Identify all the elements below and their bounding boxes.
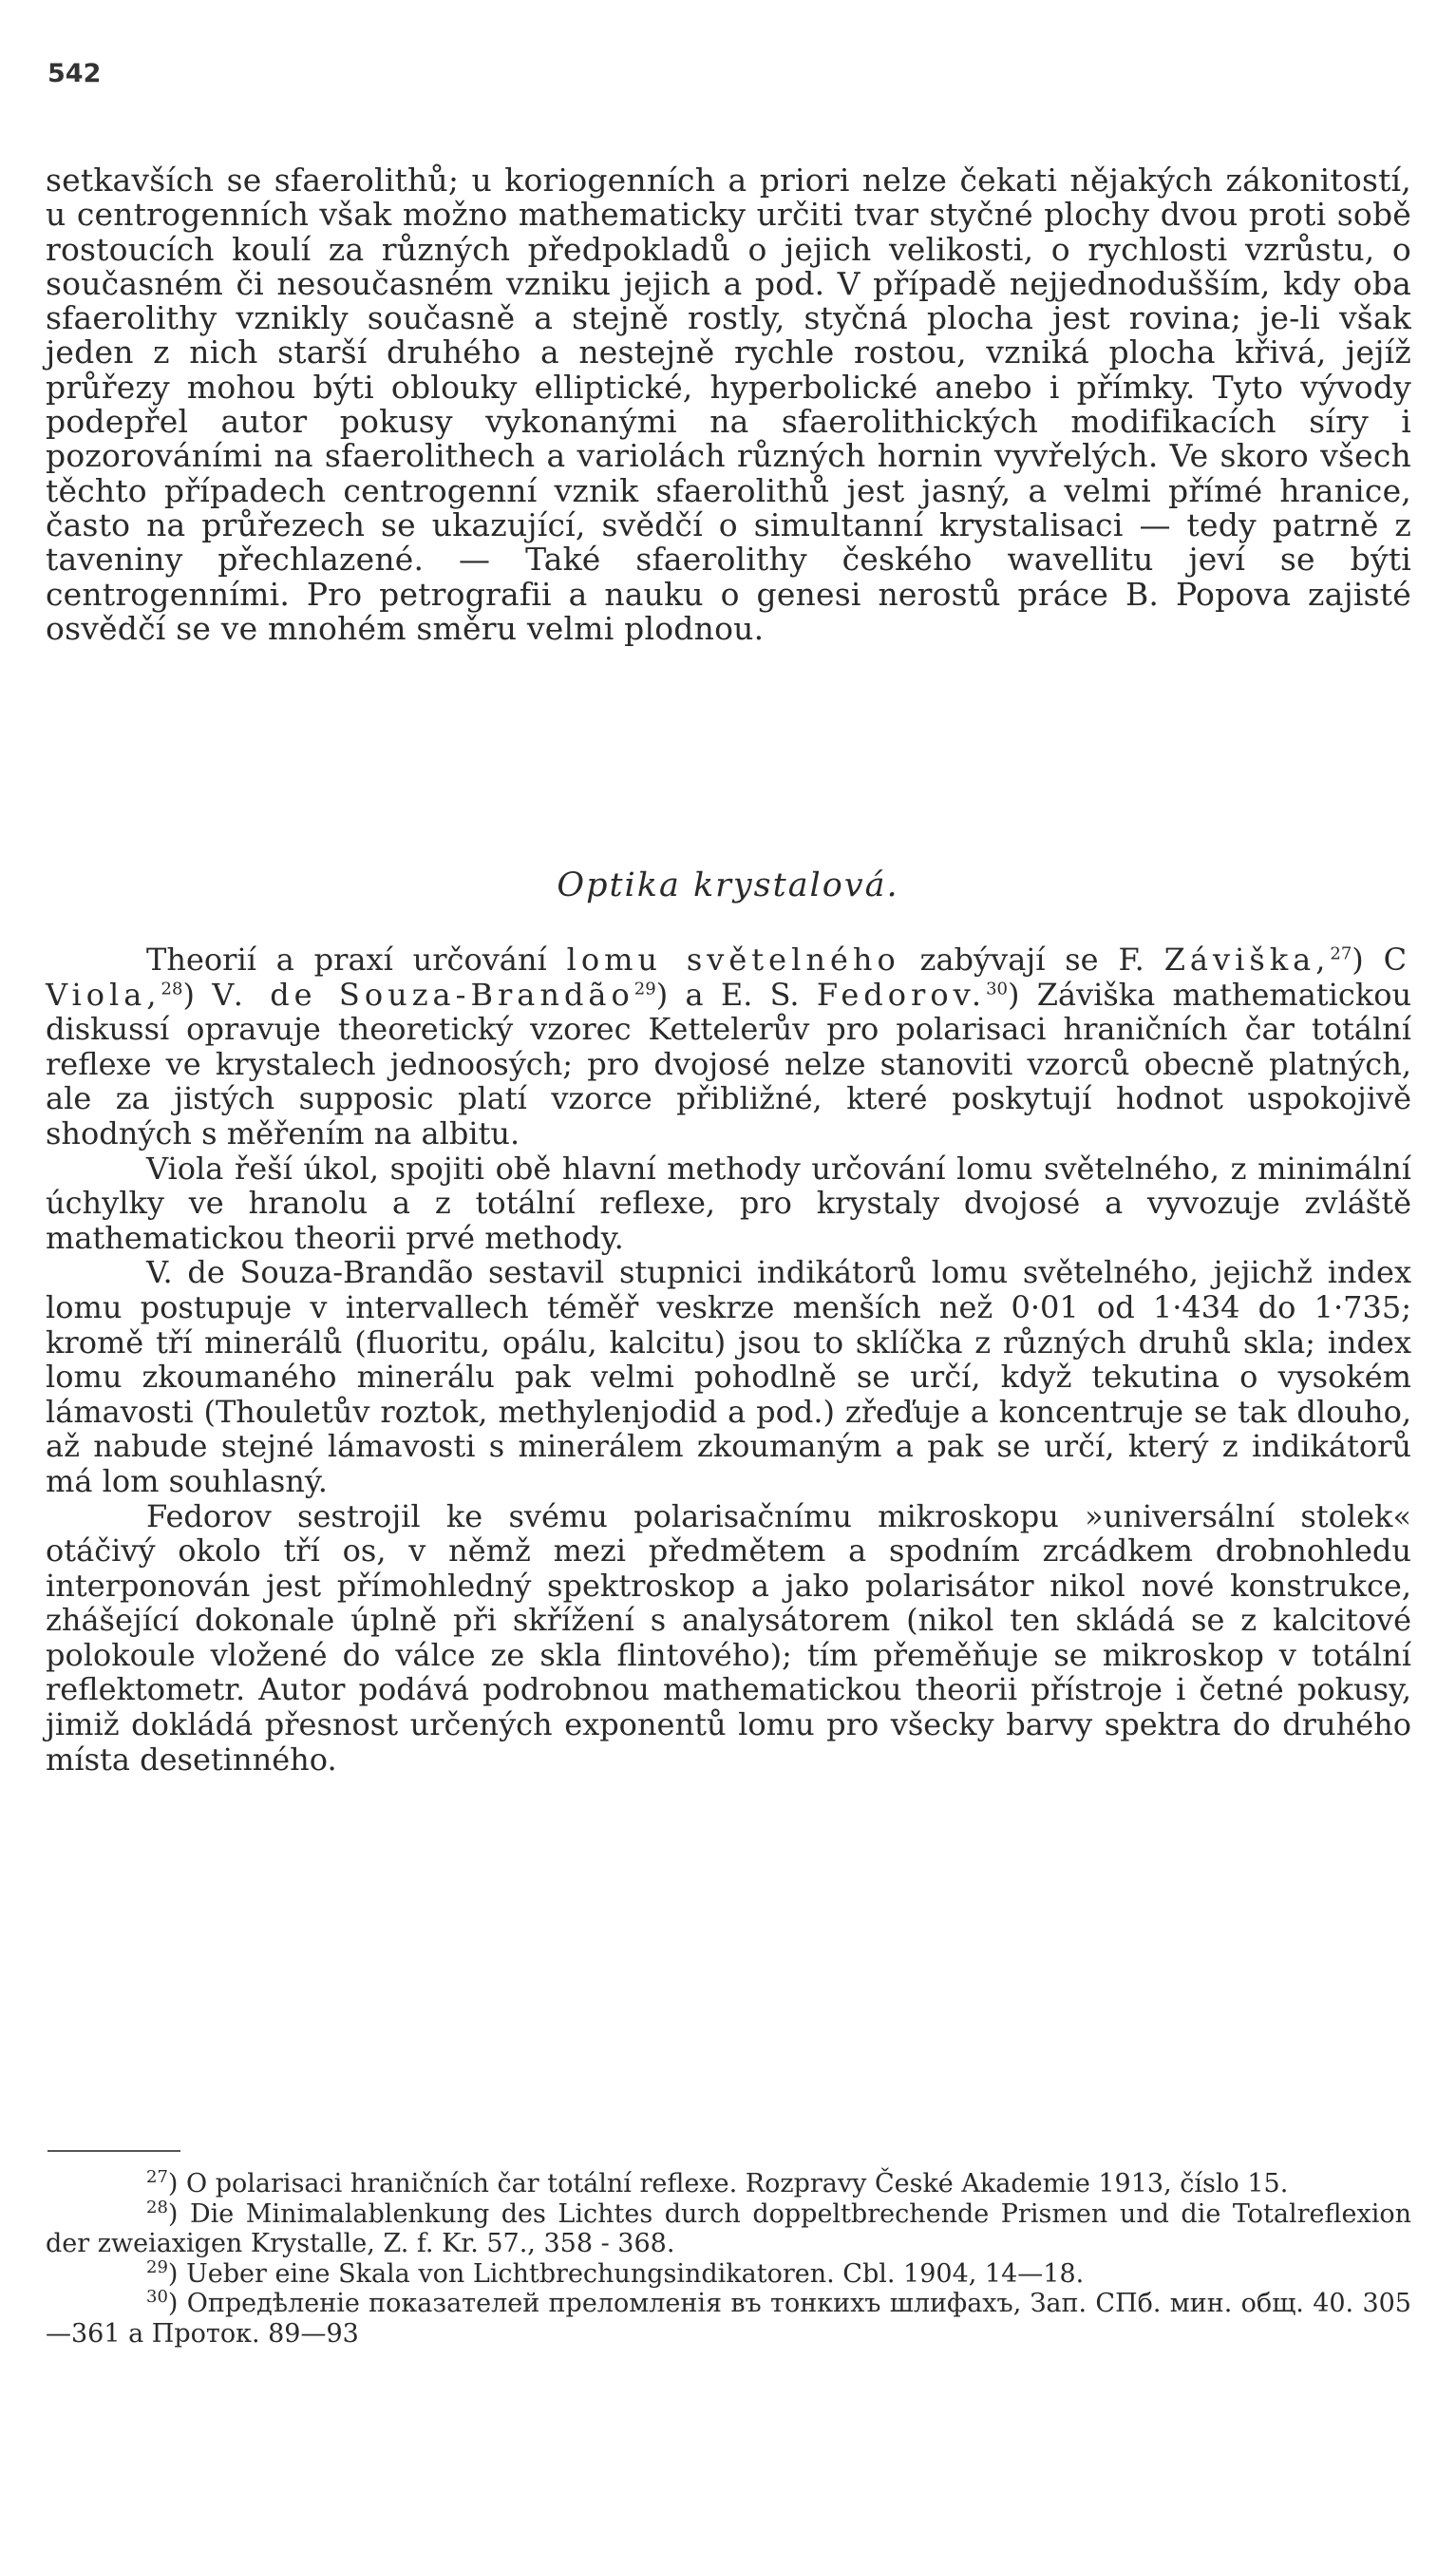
footnote-ref-28: 28 xyxy=(161,978,183,999)
author-souza-brandao: V. de Souza-Brandão xyxy=(212,976,634,1013)
author-viola: C Viola, xyxy=(46,942,1412,1013)
paragraph-sfaerolithy: setkavších se sfaerolithů; u koriogenních a priori nelze čekati nějakých zákonitostí, u centrogenních však možno mathematicky určiti tvar styčné plochy dvou proti sobě rostoucích koulí za různých předpokladů o jejich velikosti, o rychlosti vzrůstu, o současném či nesoučasném vzniku jejich a pod. V případě nejjednodušším, kdy oba sfaerolithy vznikly současně a stejně rostly, styčná plocha jest rovina; je-li však jeden z nich starší druhého a nestejně rychle rostou, vzniká plocha křivá, jejíž průřezy mohou býti oblouky elliptické, hyperbolické anebo i přímky. Tyto vývody podepřel autor pokusy vykonanými na sfaerolithických modifikacích síry i pozorováními na sfaerolithech a variolách různých hornin vyvřelých. Ve skoro všech těchto případech centrogenní vznik sfaerolithů jest jasný, a velmi přímé hranice, často na průřezech se ukazující, svědčí o simultanní krystalisaci — tedy patrně z taveniny přechlazené. — Také sfaerolithy českého wavellitu jeví se býti centrogenními. Pro petrografii a nauku o genesi nerostů práce B. Popova zajisté osvědčí se ve mnohém směru velmi plodnou. xyxy=(46,162,1411,647)
intro-and: a E. S. xyxy=(685,976,800,1013)
paragraph-viola: Viola řeší úkol, spojiti obě hlavní methody určování lomu světelného, z minimální úchylky ve hranolu a z totální reflexe, pro krystaly dvojosé a vyvozuje zvláště mathematickou theorii prvé methody. xyxy=(46,1150,1411,1256)
paragraph-fedorov: Fedorov sestrojil ke svému polarisačnímu mikroskopu »universální stolek« otáčivý okolo tří os, v němž mezi předmětem a spodním zrcádkem drobnohledu interponován jest přímohledný spektroskop a jako polarisátor nikol nové konstrukce, zhášející dokonale úplně při skřížení s analysátorem (nikol ten skládá se z kalcitové polokoule vložené do válce ze skla flintového); tím přeměňuje se mikroskop v totální reflektometr. Autor podává podrobnou mathematickou theorii přístroje i četné pokusy, jimiž dokládá přesnost určených exponentů lomu pro všecky barvy spektra do druhého místa desetinného. xyxy=(46,1497,1411,1778)
footnote-rule xyxy=(47,2150,180,2152)
footnote-mark: 29 xyxy=(146,2256,168,2277)
footnote-27: $^{27}$) O polarisaci hraničních čar totální reflexe. Rozpravy České Akademie 1913, číslo 15. xyxy=(146,2167,1289,2198)
intro-lead: Theorií a praxí určování xyxy=(146,942,547,978)
footnote-text: Опредѣленіе показателей преломленія въ тонкихъ шлифахъ, Зап. СПб. мин. общ. 40. 305—361 a Протоκ. 89—93 xyxy=(46,2289,1411,2349)
section-body xyxy=(46,942,1411,1777)
footnote-ref-27: 27 xyxy=(1330,943,1352,964)
footnote-29: $^{29}$) Ueber eine Skala von Lichtbrechungsindikatoren. Cbl. 1904, 14—18. xyxy=(146,2256,1085,2289)
footnote-28: $^{28}$) Die Minimalablenkung des Lichtes durch doppeltbrechende Prismen und die Totalreflexion der zweiaxigen Krystalle, Z. f. Kr. 57., 358 - 368. xyxy=(46,2197,1411,2258)
author-zaviska: Záviška, xyxy=(1163,942,1331,978)
footnote-text: Die Minimalablenkung des Lichtes durch doppeltbrechende Prismen und die Totalreflexion der zweiaxigen Krystalle, Z. f. Kr. 57., 358 - 368. xyxy=(46,2198,1411,2258)
footnote-text: O polarisaci hraničních čar totální reflexe. Rozpravy České Akademie 1913, číslo 15. xyxy=(186,2169,1289,2198)
footnote-mark: 30 xyxy=(146,2287,168,2307)
paragraph-souza-brandao: V. de Souza-Brandão sestavil stupnici indikátorů lomu světelného, jejichž index lomu postupuje v intervallech téměř veskrze menších než 0·01 od 1·434 do 1·735; kromě tří minerálů (fluoritu, opálu, kalcitu) jsou to sklíčka z různých druhů skla; index lomu zkoumaného minerálu pak velmi pohodlně se určí, když tekutina o vysokém lámavosti (Thouletův roztok, methylenjodid a pod.) zřeďuje a koncentruje se tak dlouho, až nabude stejné lámavosti s minerálem zkoumaným a pak se určí, který z indikátorů má lom souhlasný. xyxy=(46,1254,1411,1499)
section-heading: Optika krystalová. xyxy=(557,866,899,904)
footnote-ref-29: 29 xyxy=(633,978,656,999)
page-number: 542 xyxy=(47,59,102,88)
author-fedorov: Fedorov. xyxy=(816,976,987,1013)
footnote-mark: 27 xyxy=(146,2167,168,2187)
intro-after: zabývají se F. xyxy=(919,942,1144,978)
footnote-ref-30: 30 xyxy=(986,978,1008,999)
footnote-text: Ueber eine Skala von Lichtbrechungsindikatoren. Cbl. 1904, 14—18. xyxy=(186,2258,1085,2289)
footnote-30: $^{30}$) Опредѣленіе показателей преломленія въ тонкихъ шлифахъ, Зап. СПб. мин. общ. 40. 305—361 a Протоκ. 89—93 xyxy=(46,2287,1411,2349)
footnotes xyxy=(46,2169,1411,2349)
paragraph-theory-intro: Theorií a praxí určování lomu světelného zabývají se F. Záviška,$^{27}$) C Viola,$^{28}$) V. de Souza-Brandão$^{29}$) a E. S. Fedorov.$^{30}$) Záviška mathematickou diskussí opravuje theoretický vzorec Kettelerův pro polarisaci hraničních čar totální reflexe ve krystalech jednoosých; pro dvojosé nelze stanoviti vzorců obecně platných, ale za jistých supposic platí vzorce přibližné, které poskytují hodnot uspokojivě shodných s měřením na albitu. xyxy=(46,942,1412,1151)
footnote-mark: 28 xyxy=(146,2197,168,2217)
intro-rest: Záviška mathematickou diskussí opravuje theoretický vzorec Kettelerův pro polarisaci hraničních čar totální reflexe ve krystalech jednoosých; pro dvojosé nelze stanoviti vzorců obecně platných, ale za jistých supposic platí vzorce přibližné, které poskytují hodnot uspokojivě shodných s měřením na albitu. xyxy=(46,976,1412,1151)
spaced-term: lomu světelného xyxy=(566,942,900,978)
